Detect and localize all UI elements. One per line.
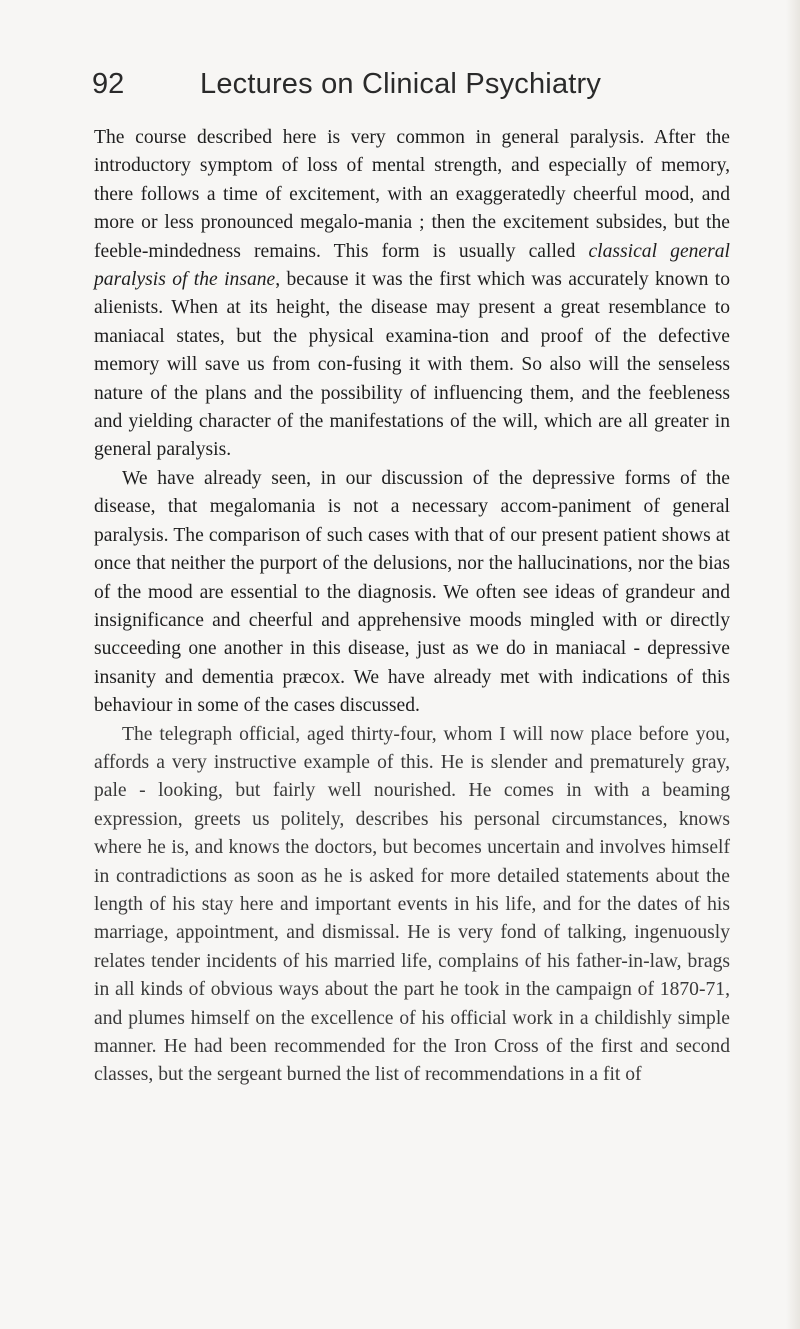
running-title: Lectures on Clinical Psychiatry	[200, 68, 602, 100]
paragraph-1	[94, 124, 730, 465]
paragraph-2: We have already seen, in our discussion of the depressive forms of the disease, that megalomania is not a necessary accom-paniment of general paralysis. The comparison of such cases with that of our present patient shows at once that neither the purport of the delusions, nor the hallucinations, nor the bias of the mood are essential to the diagnosis. We often see ideas of grandeur and insignificance and cheerful and apprehensive moods mingled with or directly succeeding one another in this disease, just as we do in maniacal - depressive insanity and dementia præcox. We have already met with indications of this behaviour in some of the cases discussed.	[94, 467, 730, 717]
italic-term: classical general paralysis of the insane	[94, 240, 730, 291]
page-number: 92	[92, 68, 125, 100]
body-text	[94, 124, 730, 1090]
paragraph-3: The telegraph official, aged thirty-four, whom I will now place before you, affords a very instructive example of this. He is slender and prematurely gray, pale - looking, but fairly well nourished. He comes in with a beaming expression, greets us politely, describes his personal circumstances, knows where he is, and knows the doctors, but becomes uncertain and involves himself in contradictions as soon as he is asked for more detailed statements about the length of his stay here and important events in his life, and for the dates of his marriage, appointment, and dismissal. He is very fond of talking, ingenuously relates tender incidents of his married life, complains of his father-in-law, brags in all kinds of obvious ways about the part he took in the campaign of 1870-71, and plumes himself on the excellence of his official work in a childishly simple manner. He had been recommended for the Iron Cross of the first and second classes, but the sergeant burned the list of recommendations in a fit of	[94, 723, 730, 1086]
paragraph-1-text-before: The course described here is very common in general paralysis. After the introductory symptom of loss of mental strength, and especially of memory, there follows a time of excitement, with an exaggeratedly cheerful mood, and more or less pronounced megalo-mania ; then the excitement subsides, but the feeble-mindedness remains. This form is usually called	[94, 127, 730, 262]
page-edge-shadow	[786, 0, 800, 1329]
page-header	[92, 68, 732, 108]
paragraph-1-text-after: , because it was the first which was accurately known to alienists. When at its height, the disease may present a great resemblance to maniacal states, but the physical examina-tion and proof of the defective memory will save us from con-fusing it with them. So also will the senseless nature of the plans and the possibility of influencing them, and the feebleness and yielding character of the manifestations of the will, which are all greater in general paralysis.	[94, 269, 730, 461]
